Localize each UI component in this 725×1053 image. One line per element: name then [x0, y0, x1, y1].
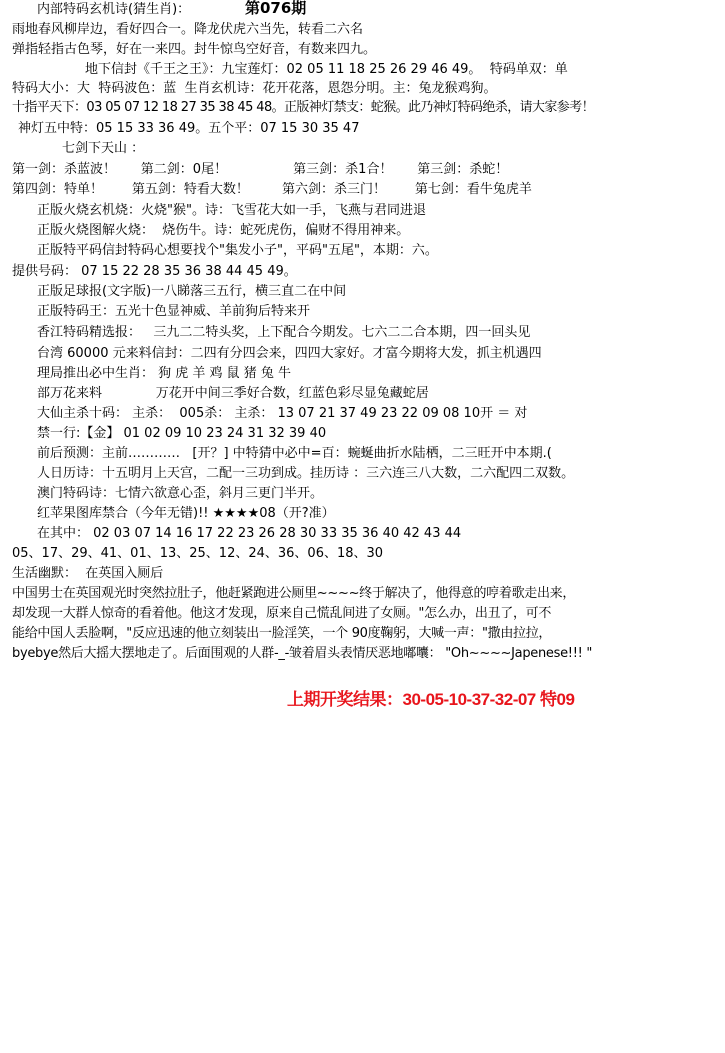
- text-line: 正版火烧图解火烧： 烧伤牛。诗：蛇死虎伤，偏财不得用神来。: [37, 223, 410, 238]
- text-line: 在其中： 02 03 07 14 16 17 22 23 26 28 30 33 35 36 40 42 43 44: [37, 526, 462, 541]
- last-draw-result: 上期开奖结果：30-05-10-37-32-07 特09: [287, 690, 575, 709]
- text-line: 雨地春风柳岸边，看好四合一。降龙伏虎六当先，转看二六名: [12, 22, 364, 37]
- humor-title: 生活幽默： 在英国入厕后: [12, 566, 164, 581]
- text-line: 正版特平码信封特码心想要找个"集发小子"，平码"五尾"，本期：六。: [37, 243, 438, 258]
- text-line: 大仙主杀十码： 主杀： 005杀： 主杀： 13 07 21 37 49 23 22 09 08 10开 ＝ 对: [37, 406, 528, 421]
- text-line: 05、17、29、41、01、13、25、12、24、36、06、18、30: [12, 546, 384, 561]
- text-line: 提供号码： 07 15 22 28 35 36 38 44 45 49。: [12, 264, 297, 279]
- text-line: 却发现一大群人惊奇的看着他。他这才发现，原来自己慌乱间进了女厕。"怎么办，出丑了，可不: [12, 606, 552, 621]
- text-line: 部万花来料 万花开中间三季好合数，红蓝色彩尽显兔藏蛇居: [37, 386, 429, 401]
- text-line: byebye然后大摇大摆地走了。后面围观的人群-_-皱着眉头表情厌恶地嘟囔： "Oh~~~~Japenese!!! ": [12, 646, 593, 661]
- text-line: 正版足球报(文字版)一八睇落三五行，横三直二在中间: [37, 284, 347, 299]
- text-line: 澳门特码诗：七情六欲意心歪，斜月三更门半开。: [37, 486, 324, 501]
- text-line: 前后预测：主前………… [开？] 中特猜中必中=百：蜿蜒曲折水陆栖，二三旺开中本期.(: [37, 446, 552, 461]
- text-line: 正版火烧玄机烧：火烧"猴"。诗：飞雪花大如一手，飞燕与君同进退: [37, 203, 426, 218]
- text-line: 能给中国人丢脸啊，"反应迅速的他立刻装出一脸淫笑，一个 90度鞠躬，大喊一声："撒由拉拉，: [12, 626, 552, 641]
- header-poem-title: 内部特码玄机诗(猜生肖)：: [37, 2, 191, 17]
- text-line: 禁一行:【金】 01 02 09 10 23 24 31 32 39 40: [37, 426, 327, 441]
- text-line: 地下信封《千王之王》：九宝莲灯：02 05 11 18 25 26 29 46 49。 特码单双：单: [85, 62, 568, 77]
- text-line: 红苹果图库禁合（今年无错)!! ★★★★08（开?准）: [37, 506, 335, 521]
- text-line: 人日历诗：十五明月上天宫，二配一三功到成。挂历诗 ：三六连三八大数，二六配四二双数。: [37, 466, 575, 481]
- text-line: 第四剑：特单！ 第五剑：特看大数！ 第六剑：杀三门！ 第七剑：看牛兔虎羊: [12, 182, 532, 197]
- text-line: 理局推出必中生肖： 狗 虎 羊 鸡 鼠 猪 兔 牛: [37, 366, 292, 381]
- text-line: 神灯五中特：05 15 33 36 49。五个平：07 15 30 35 47: [18, 121, 360, 136]
- text-line: 台湾 60000 元来料信封：二四有分四会来，四四大家好。才富今期将大发，抓主机遇四: [37, 346, 542, 361]
- text-line: 十指平天下：03 05 07 12 18 27 35 38 45 48。正版神灯禁支：蛇猴。此乃神灯特码绝杀，请大家参考！: [12, 100, 595, 115]
- text-line: 中国男士在英国观光时突然拉肚子，他赶紧跑进公厕里~~~~终于解决了，他得意的哼着歌走出来，: [12, 586, 576, 601]
- issue-number: 第076期: [245, 0, 307, 17]
- text-line: 弹指轻指古色琴，好在一来四。封牛惊鸟空好音，有数来四九。: [12, 42, 377, 57]
- text-line: 第一剑：杀蓝波！ 第二剑：0尾！ 第三剑：杀1合！ 第三剑：杀蛇！: [12, 162, 509, 177]
- text-line: 香江特码精选报： 三九二二特头奖，上下配合今期发。七六二二合本期，四一回头见: [37, 325, 531, 340]
- text-line: 正版特码王：五光十色显神威、羊前狗后特来开: [37, 304, 311, 319]
- section-title: 七剑下天山 ：: [62, 141, 145, 156]
- text-line: 特码大小：大 特码波色：蓝 生肖玄机诗：花开花落，恩怨分明。主：兔龙猴鸡狗。: [12, 81, 497, 96]
